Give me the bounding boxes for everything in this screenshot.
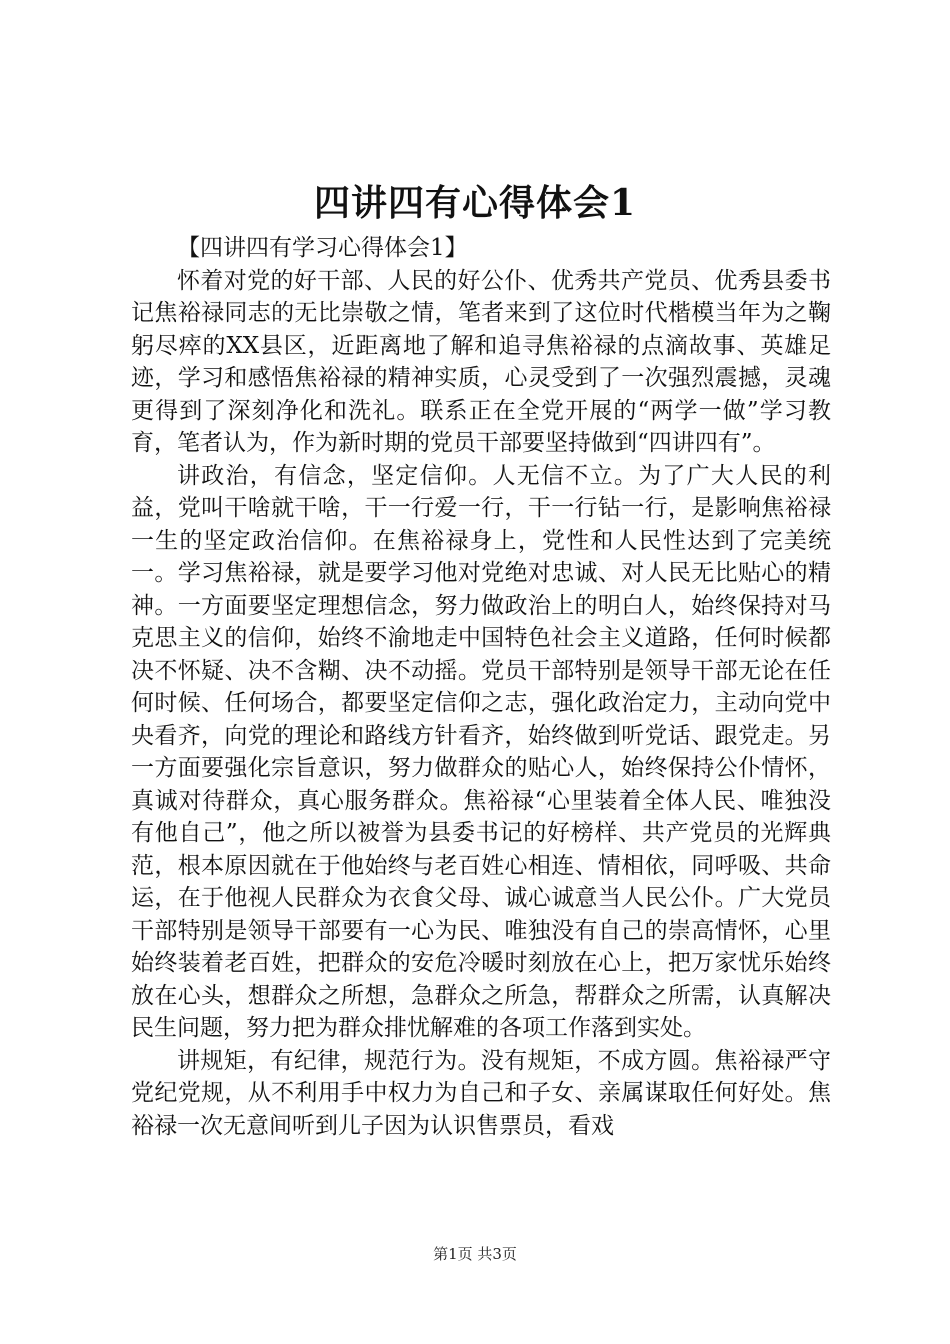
- document-body: [131, 232, 831, 1142]
- paragraph-subtitle: 【四讲四有学习心得体会1】: [177, 235, 468, 261]
- page-number-footer: 第1页 共3页: [433, 1245, 517, 1263]
- paragraph-intro: 怀着对党的好干部、人民的好公仆、优秀共产党员、优秀县委书记焦裕禄同志的无比崇敬之情，笔者来到了这位时代楷模当年为之鞠躬尽瘁的XX县区，近距离地了解和追寻焦裕禄的点滴故事、英雄足迹，学习和感悟焦裕禄的精神实质，心灵受到了一次强烈震撼，灵魂更得到了深刻净化和洗礼。联系正在全党开展的“两学一做”学习教育，笔者认为，作为新时期的党员干部要坚持做到“四讲四有”。: [131, 267, 831, 456]
- document-title: 四讲四有心得体会1: [313, 182, 637, 224]
- paragraph-politics: 讲政治，有信念，坚定信仰。人无信不立。为了广大人民的利益，党叫干啥就干啥，干一行爱一行，干一行钻一行，是影响焦裕禄一生的坚定政治信仰。在焦裕禄身上，党性和人民性达到了完美统一。学习焦裕禄，就是要学习他对党绝对忠诚、对人民无比贴心的精神。一方面要坚定理想信念，努力做政治上的明白人，始终保持对马克思主义的信仰，始终不渝地走中国特色社会主义道路，任何时候都决不怀疑、决不含糊、决不动摇。党员干部特别是领导干部无论在任何时候、任何场合，都要坚定信仰之志，强化政治定力，主动向党中央看齐，向党的理论和路线方针看齐，始终做到听党话、跟党走。另一方面要强化宗旨意识，努力做群众的贴心人，始终保持公仆情怀，真诚对待群众，真心服务群众。焦裕禄“心里装着全体人民、唯独没有他自己”，他之所以被誉为县委书记的好榜样、共产党员的光辉典范，根本原因就在于他始终与老百姓心相连、情相依，同呼吸、共命运，在于他视人民群众为衣食父母、诚心诚意当人民公仆。广大党员干部特别是领导干部要有一心为民、唯独没有自己的崇高情怀，心里始终装着老百姓，把群众的安危冷暖时刻放在心上，把万家忧乐始终放在心头，想群众之所想，急群众之所急，帮群众之所需，认真解决民生问题，努力把为群众排忧解难的各项工作落到实处。: [131, 462, 831, 1041]
- paragraph-rules: 讲规矩，有纪律，规范行为。没有规矩，不成方圆。焦裕禄严守党纪党规，从不利用手中权力为自己和子女、亲属谋取任何好处。焦裕禄一次无意间听到儿子因为认识售票员，看戏: [131, 1047, 831, 1139]
